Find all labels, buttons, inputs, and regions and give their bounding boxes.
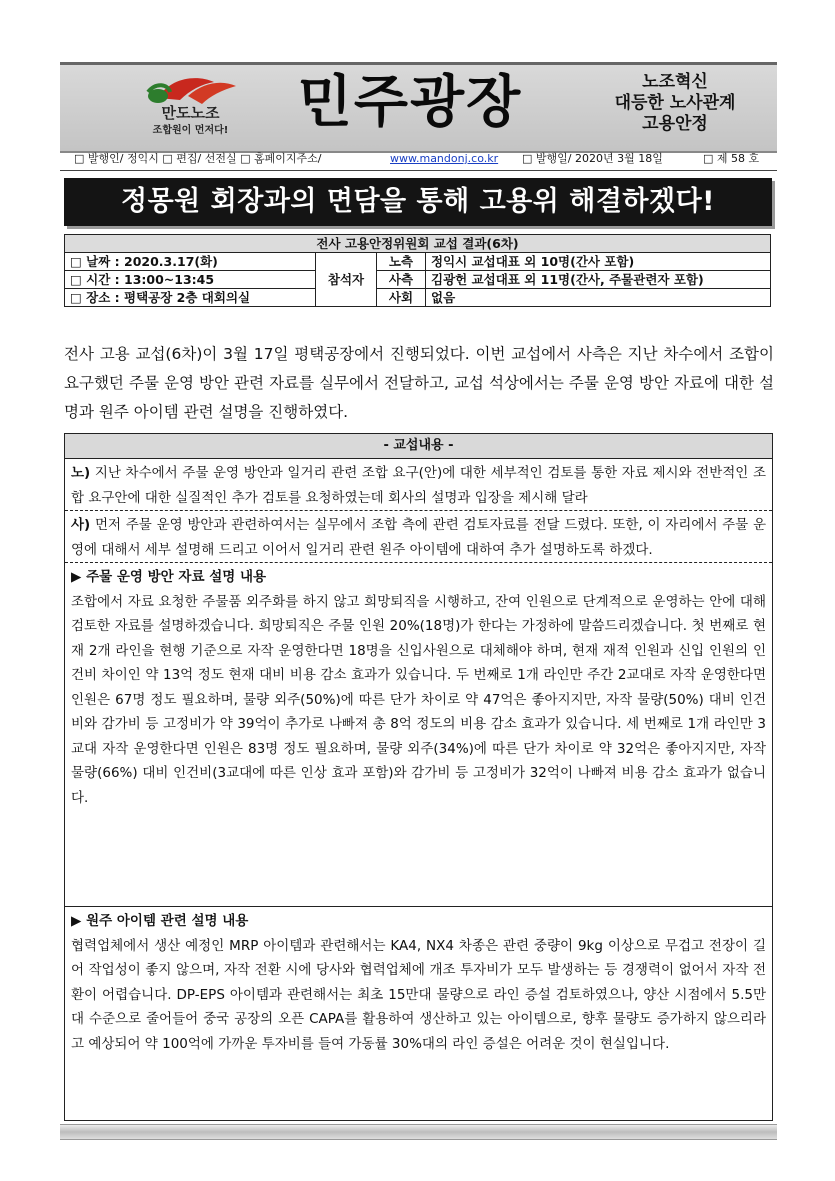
attendee-members: 정익시 교섭대표 외 10명(간사 포함) (426, 253, 771, 271)
newsletter-title: 민주광장 (297, 70, 523, 135)
management-label: 사) (71, 517, 91, 533)
negotiation-content-box (64, 433, 773, 907)
meeting-info-table (64, 234, 771, 307)
attendee-side: 사회 (377, 289, 426, 307)
attendee-side: 노측 (377, 253, 426, 271)
footer-bar (60, 1124, 777, 1140)
attendee-members: 없음 (426, 289, 771, 307)
slogan-2: 대등한 노사관계 (614, 93, 736, 113)
homepage-link[interactable]: www.mandonj.co.kr (390, 152, 499, 165)
logo-subtitle: 조합원이 먼저다! (152, 125, 229, 136)
item-text: 협력업체에서 생산 예정인 MRP 아이템과 관련해서는 KA4, NX4 차종은 관련 중량이 9kg 이상으로 무겁고 전장이 길어 작업성이 좋지 않으며, 자작 전환 시에 당사와 협력업체에 개조 투자비가 모두 발생하는 등 경쟁력이 없어서 자작 전환이 어렵습니다. DP-EPS 아이템과 관련해서는 최초 15만대 물량으로 라인 증설 검토하였으나, 양산 시점에서 5.5만대 수준으로 줄어들어 중국 공장의 오픈 CAPA를 활용하여 생산하고 있는 아이템으로, 향후 물량도 증가하지 않으리라고 예상되어 약 100억에 가까운 투자비를 들여 가동률 30%대의 라인 증설은 어려운 것이 현실입니다. (71, 937, 766, 1052)
slogan-3: 고용안정 (642, 114, 708, 134)
attendee-side: 사측 (377, 271, 426, 289)
publish-date: □ 발행일/ 2020년 3월 18일 (522, 152, 663, 165)
intro-paragraph: 전사 고용 교섭(6차)이 3월 17일 평택공장에서 진행되었다. 이번 교섭에서 사측은 지난 차수에서 조합이 요구했던 주물 운영 방안 관련 자료를 실무에서 전달하고, 교섭 석상에서는 주물 운영 방안 자료에 대한 설명과 원주 아이템 관련 설명을 진행하였다. (64, 345, 774, 421)
meeting-place: □ 장소 : 평택공장 2층 대회의실 (65, 289, 316, 307)
management-statement (65, 511, 772, 563)
casting-text: 조합에서 자료 요청한 주물품 외주화를 하지 않고 희망퇴직을 시행하고, 잔여 인원으로 단계적으로 운영하는 안에 대해 검토한 자료를 설명하겠습니다. 희망퇴직은 주물 인원 20%(18명)가 한다는 가정하에 말씀드리겠습니다. 첫 번째로 현재 2개 라인을 현행 기준으로 자작 운영한다면 18명을 신입사원으로 대체해야 하며, 현재 재적 인원과 신입 인원의 인건비 차이인 약 13억 정도 현재 대비 비용 감소 효과가 있습니다. 두 번째로 1개 라인만 주간 2교대로 자작 운영한다면 인원은 67명 정도 필요하며, 물량 외주(50%)에 따른 단가 차이로 약 47억은 좋아지지만, 자작 물량(50%) 대비 인건비와 감가비 등 고정비가 약 39억이 추가로 나빠져 총 8억 정도의 비용 감소 효과가 있습니다. 세 번째로 1개 라인만 3교대 자작 운영한다면 인원은 83명 정도 필요하며, 물량 외주(34%)에 따른 단가 차이로 약 32억은 좋아지지만, 자작 물량(66%) 대비 인건비(3교대에 따른 인상 효과 포함)와 감가비 등 고정비가 32억이 나빠져 비용 감소 효과가 없습니다. (71, 593, 766, 806)
casting-explanation (65, 563, 772, 810)
item-explanation-box (64, 907, 773, 1121)
attendees-label: 참석자 (316, 253, 377, 307)
labor-text: 지난 차수에서 주물 운영 방안과 일거리 관련 조합 요구(안)에 대한 세부적인 검토를 통한 자료 제시와 전반적인 조합 요구안에 대한 실질적인 추가 검토를 요청하였는데 회사의 설명과 입장을 제시해 달라 (71, 465, 766, 506)
headline-banner: 정몽원 회장과의 면담을 통해 고용위 해결하겠다! (64, 178, 772, 226)
item-title: ▶ 원주 아이템 관련 설명 내용 (71, 913, 249, 929)
meeting-date: □ 날짜 : 2020.3.17(화) (65, 253, 316, 271)
casting-title: ▶ 주물 운영 방안 자료 설명 내용 (71, 569, 267, 585)
labor-statement (65, 459, 772, 511)
meeting-caption: 전사 고용안정위원회 교섭 결과(6차) (65, 235, 771, 253)
meeting-time: □ 시간 : 13:00~13:45 (65, 271, 316, 289)
logo-text: 만도노조 (161, 104, 220, 122)
attendee-members: 김광헌 교섭대표 외 11명(간사, 주물관련자 포함) (426, 271, 771, 289)
slogan-1: 노조혁신 (642, 72, 708, 92)
negotiation-header: - 교섭내용 - (65, 434, 772, 459)
issue-number: □ 제 58 호 (703, 152, 760, 165)
slogan-block (585, 72, 765, 135)
item-explanation (65, 907, 772, 1056)
publisher-info: □ 발행인/ 정익시 □ 편집/ 선전실 □ 홈페이지주소/ (74, 152, 322, 165)
management-text: 먼저 주물 운영 방안과 관련하여서는 실무에서 조합 측에 관련 검토자료를 전달 드렸다. 또한, 이 자리에서 주물 운영에 대해서 세부 설명해 드리고 이어서 일거리 관련 원주 아이템에 대하여 추가 설명하도록 하겠다. (71, 517, 766, 558)
publication-info-bar (60, 148, 777, 171)
labor-label: 노) (71, 465, 91, 481)
